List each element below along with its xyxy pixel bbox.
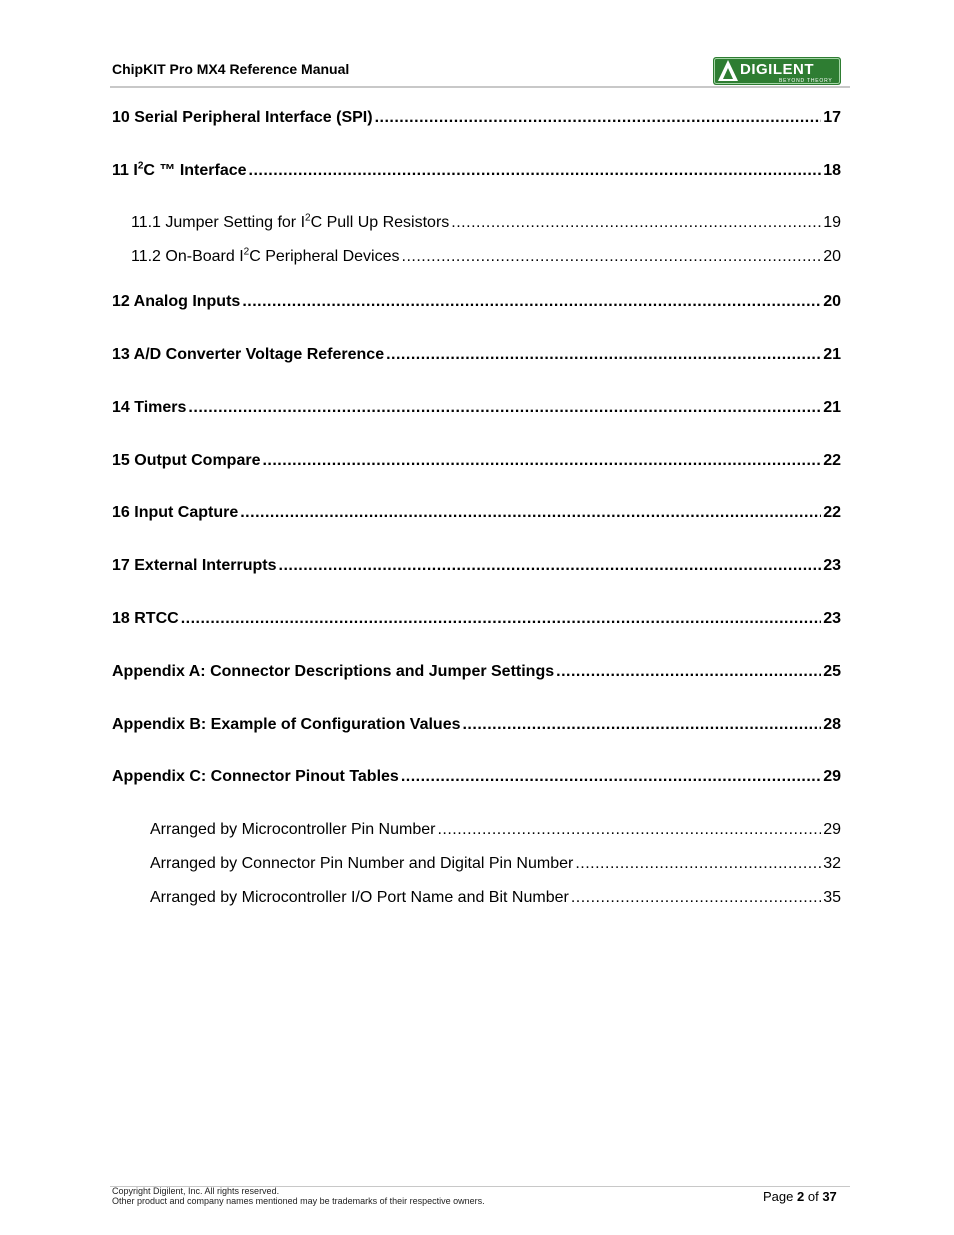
toc-entry-page: 19 <box>823 214 841 231</box>
toc-entry-page: 18 <box>823 162 841 179</box>
toc-leader <box>375 108 822 128</box>
toc-entry[interactable] <box>112 662 841 682</box>
toc-entry-label: 11.2 On-Board $I^2C$ Peripheral Devices <box>131 246 400 265</box>
toc-entry-page: 23 <box>823 610 841 627</box>
toc-entry-page: 22 <box>823 504 841 521</box>
toc-entry-label: 10 Serial Peripheral Interface (SPI) <box>112 109 373 126</box>
toc-entry-page: 29 <box>823 821 841 838</box>
logo-tagline: BEYOND THEORY <box>779 78 833 84</box>
toc-entry-page: 32 <box>823 855 841 872</box>
toc-leader <box>249 161 822 181</box>
toc-leader <box>571 888 821 908</box>
toc-entry-label: 11.1 Jumper Setting for $I^2C$ Pull Up Resistors <box>131 212 450 231</box>
toc-entry-label: 14 Timers <box>112 399 187 416</box>
toc-leader <box>181 609 822 629</box>
toc-leader <box>279 556 822 576</box>
toc-entry[interactable] <box>150 888 841 908</box>
toc-leader <box>575 854 821 874</box>
toc-entry-label: Arranged by Microcontroller I/O Port Name and Bit Number <box>150 889 569 906</box>
toc-entry-page: 35 <box>823 889 841 906</box>
toc-entry-page: 23 <box>823 557 841 574</box>
toc-entry[interactable] <box>112 767 841 787</box>
toc-leader <box>451 213 821 233</box>
toc-entry-page: 20 <box>823 248 841 265</box>
toc-entry-page: 21 <box>823 346 841 363</box>
toc-entry-label: 16 Input Capture <box>112 504 239 521</box>
toc-leader <box>188 398 821 418</box>
toc-entry[interactable] <box>131 247 841 267</box>
toc-entry-page: 28 <box>823 716 841 733</box>
toc-leader <box>402 247 822 267</box>
trademark-notice: Other product and company names mentioned may be trademarks of their respective owners. <box>112 1196 485 1206</box>
toc-entry[interactable] <box>112 345 841 365</box>
toc-entry-label: 12 Analog Inputs <box>112 293 241 310</box>
toc-leader <box>262 451 821 471</box>
toc-leader <box>401 767 821 787</box>
toc-entry-page: 25 <box>823 663 841 680</box>
toc-leader <box>437 820 821 840</box>
toc-entry-label: 11 $I^2C$ ™ Interface <box>112 160 247 179</box>
footer-legal <box>112 1186 485 1206</box>
toc-leader <box>556 662 821 682</box>
toc-entry[interactable] <box>112 503 841 523</box>
header-divider <box>110 86 850 88</box>
copyright-notice: Copyright Digilent, Inc. All rights reserved. <box>112 1186 280 1196</box>
digilent-logo <box>713 57 841 85</box>
toc-entry-page: 22 <box>823 452 841 469</box>
toc-entry-page: 20 <box>823 293 841 310</box>
toc-entry[interactable] <box>112 715 841 735</box>
toc-entry-label: 13 A/D Converter Voltage Reference <box>112 346 385 363</box>
toc-entry[interactable] <box>112 609 841 629</box>
toc-entry[interactable] <box>112 398 841 418</box>
logo-text: DIGILENT <box>740 61 814 78</box>
toc-entry[interactable] <box>112 292 841 312</box>
toc-entry[interactable] <box>131 213 841 233</box>
toc-leader <box>462 715 821 735</box>
toc-entry[interactable] <box>112 556 841 576</box>
toc-entry-page: 29 <box>823 768 841 785</box>
toc-entry[interactable] <box>112 108 841 128</box>
toc-entry[interactable] <box>150 854 841 874</box>
toc-entry-label: Arranged by Microcontroller Pin Number <box>150 821 436 838</box>
toc-entry-label: 18 RTCC <box>112 610 179 627</box>
toc-entry-label: Appendix C: Connector Pinout Tables <box>112 768 399 785</box>
toc-entry-label: 17 External Interrupts <box>112 557 277 574</box>
toc-entry-page: 21 <box>823 399 841 416</box>
toc-entry-label: Arranged by Connector Pin Number and Digital Pin Number <box>150 855 574 872</box>
toc-entry[interactable] <box>112 161 841 181</box>
toc-leader <box>240 503 821 523</box>
document-title: ChipKIT Pro MX4 Reference Manual <box>112 61 350 77</box>
toc-leader <box>242 292 821 312</box>
toc-entry-label: Appendix B: Example of Configuration Values <box>112 716 461 733</box>
current-page: 2 <box>797 1189 805 1204</box>
toc-entry-label: Appendix A: Connector Descriptions and Jumper Settings <box>112 663 555 680</box>
toc-entry[interactable] <box>150 820 841 840</box>
toc-entry-label: 15 Output Compare <box>112 452 261 469</box>
toc-entry[interactable] <box>112 451 841 471</box>
page-number: Page 2 of 37 <box>763 1189 837 1204</box>
total-pages: 37 <box>822 1189 837 1204</box>
toc-entry-page: 17 <box>823 109 841 126</box>
toc-leader <box>386 345 821 365</box>
